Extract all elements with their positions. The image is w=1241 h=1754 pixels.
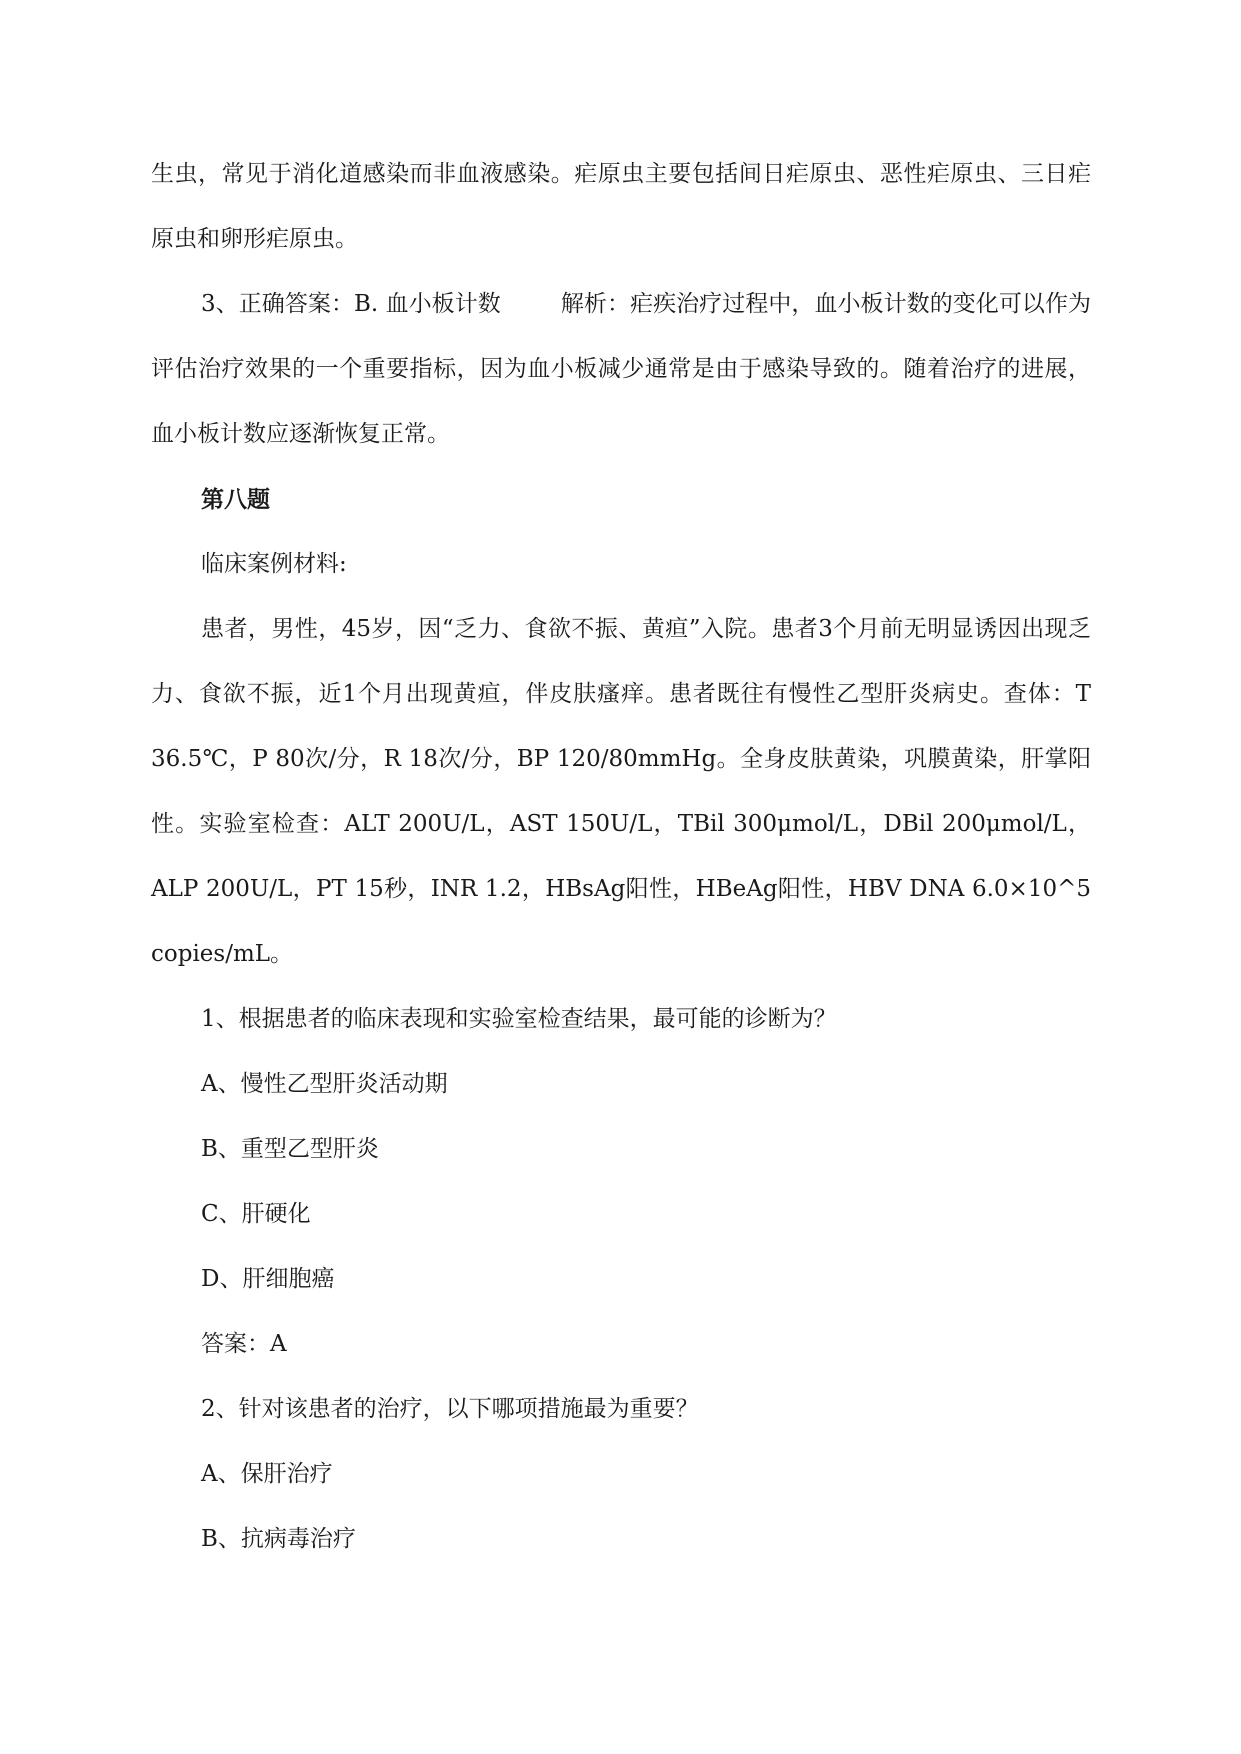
previous-analysis-tail: 生虫，常见于消化道感染而非血液感染。疟原虫主要包括间日疟原虫、恶性疟原虫、三日疟原虫和卵形疟原虫。	[151, 161, 1091, 252]
q2-question: 2、针对该患者的治疗，以下哪项措施最为重要？	[201, 1396, 699, 1422]
document-page	[151, 142, 1091, 1572]
q3-answer: 3、正确答案：B. 血小板计数	[201, 291, 501, 317]
q2-option-b: B、抗病毒治疗	[201, 1526, 356, 1552]
case-text: 患者，男性，45岁，因“乏力、食欲不振、黄疸”入院。患者3个月前无明显诱因出现乏力、食欲不振，近1个月出现黄疸，伴皮肤瘙痒。患者既往有慢性乙型肝炎病史。查体：T 36.5℃，P 80次/分，R 18次/分，BP 120/80mmHg。全身皮肤黄染，巩膜黄染，肝掌阳性。实验室检查：ALT 200U/L，AST 150U/L，TBil 300μmol/L，DBil 200μmol/L，ALP 200U/L，PT 15秒，INR 1.2，HBsAg阳性，HBeAg阳性，HBV DNA 6.0×10^5 copies/mL。	[151, 616, 1091, 967]
q1-answer: 答案：A	[201, 1331, 287, 1357]
q3-analysis: 解析：疟疾治疗过程中，血小板计数的变化可以作为评估治疗效果的一个重要指标，因为血小板减少通常是由于感染导致的。随着治疗的进展，血小板计数应逐渐恢复正常。	[151, 291, 1091, 447]
case-label: 临床案例材料:	[201, 551, 347, 577]
q1-question: 1、根据患者的临床表现和实验室检查结果，最可能的诊断为？	[201, 1006, 837, 1032]
q2-option-a: A、保肝治疗	[201, 1461, 333, 1487]
q1-option-a: A、慢性乙型肝炎活动期	[201, 1071, 448, 1097]
q1-option-c: C、肝硬化	[201, 1201, 311, 1227]
q1-option-b: B、重型乙型肝炎	[201, 1136, 379, 1162]
q1-option-d: D、肝细胞癌	[201, 1266, 335, 1292]
q3-answer-block	[151, 272, 1091, 467]
section-title: 第八题	[201, 486, 270, 513]
